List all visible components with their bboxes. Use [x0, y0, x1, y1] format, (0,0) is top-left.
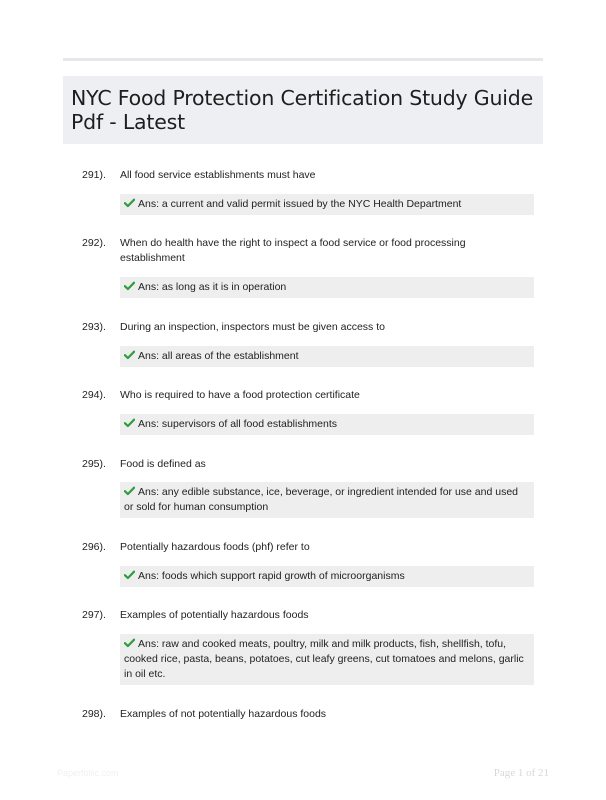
answer-text: Ans: any edible substance, ice, beverage, or ingredient intended for use and used or sold for human consumption: [124, 486, 519, 513]
check-icon: [124, 418, 135, 428]
footer-watermark: Paperfoliic.com: [57, 768, 119, 778]
check-icon: [124, 350, 135, 360]
page-indicator: Page 1 of 21: [493, 767, 549, 779]
question-text: Examples of not potentially hazardous foods: [120, 708, 327, 720]
answer-text: Ans: raw and cooked meats, poultry, milk and milk products, fish, shellfish, tofu, cooked rice, pasta, beans, potatoes, cut leafy greens, cut tomatoes and melons, garlic in oil etc.: [124, 638, 524, 680]
check-icon: [124, 198, 135, 208]
question-text: Potentially hazardous foods (phf) refer to: [120, 541, 310, 553]
question-number: 292).: [82, 237, 106, 249]
answer-box: [120, 566, 534, 587]
answer-box: [120, 194, 534, 215]
question-text: Food is defined as: [120, 458, 206, 470]
answer-text: Ans: foods which support rapid growth of microorganisms: [138, 570, 405, 582]
question-number: 297).: [82, 609, 106, 621]
question-number: 296).: [82, 541, 106, 553]
check-icon: [124, 486, 135, 496]
question-number: 291).: [82, 169, 106, 181]
answer-box: [120, 482, 534, 518]
question-text: Who is required to have a food protection certificate: [120, 389, 360, 401]
answer-box: [120, 277, 534, 298]
check-icon: [124, 281, 135, 291]
check-icon: [124, 570, 135, 580]
question-number: 295).: [82, 458, 106, 470]
answer-text: Ans: as long as it is in operation: [138, 281, 287, 293]
answer-box: [120, 346, 534, 367]
answer-text: Ans: supervisors of all food establishments: [138, 418, 338, 430]
answer-box: [120, 634, 534, 685]
check-icon: [124, 638, 135, 648]
answer-text: Ans: a current and valid permit issued by the NYC Health Department: [138, 198, 462, 210]
question-text: When do health have the right to inspect a food service or food processing establishment: [120, 237, 466, 264]
question-number: 293).: [82, 321, 106, 333]
question-text: During an inspection, inspectors must be given access to: [120, 321, 385, 333]
answer-box: [120, 414, 534, 435]
question-text: All food service establishments must have: [120, 169, 316, 181]
question-number: 298).: [82, 708, 106, 720]
answer-text: Ans: all areas of the establishment: [138, 350, 299, 362]
page-title: NYC Food Protection Certification Study Guide Pdf - Latest: [71, 86, 533, 134]
question-text: Examples of potentially hazardous foods: [120, 609, 309, 621]
question-number: 294).: [82, 389, 106, 401]
